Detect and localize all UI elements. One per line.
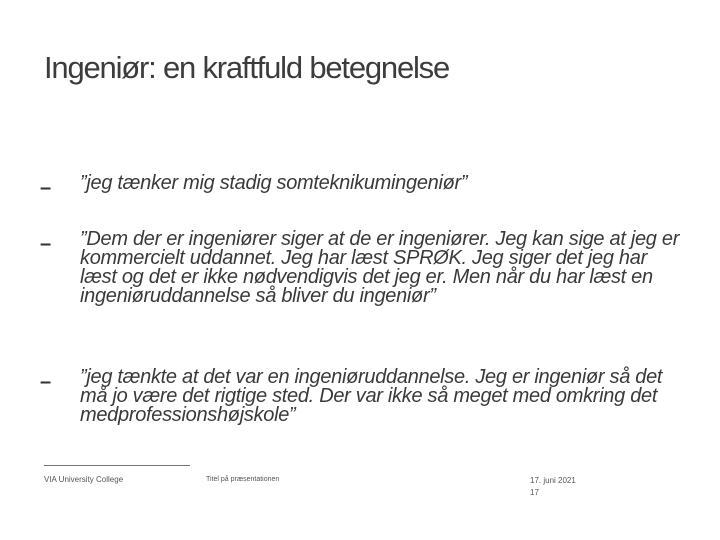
footer-presentation-title: Titel på præsentationen	[206, 476, 280, 483]
bullet-text: ”jeg tænkte at det var en ingeniøruddannelse. Jeg er ingeniør så det må jo være det rigtige sted. Der var ikke så meget med omkring det medprofessionshøjskole”	[80, 366, 663, 426]
slide-title: Ingeniør: en kraftfuld betegnelse	[44, 50, 450, 85]
footer-divider	[44, 465, 190, 466]
bullet-text: ”Dem der er ingeniører siger at de er ingeniører. Jeg kan sige at jeg er kommercielt uddannet. Jeg har læst SPRØK. Jeg siger det jeg har læst og det er ikke nødvendigvis det jeg er. Men når du har læst en ingeniøruddannelse så bliver du ingeniør”	[80, 228, 680, 307]
bullet-marker: –	[40, 371, 52, 393]
footer-organization: VIA University College	[44, 475, 124, 484]
bullet-marker: –	[40, 177, 52, 199]
bullet-text: ”jeg tænker mig stadig somteknikumingeniør”	[80, 172, 468, 194]
footer-date: 17. juni 2021	[530, 476, 576, 485]
footer-page-number: 17	[530, 488, 539, 497]
bullet-marker: –	[40, 233, 52, 255]
